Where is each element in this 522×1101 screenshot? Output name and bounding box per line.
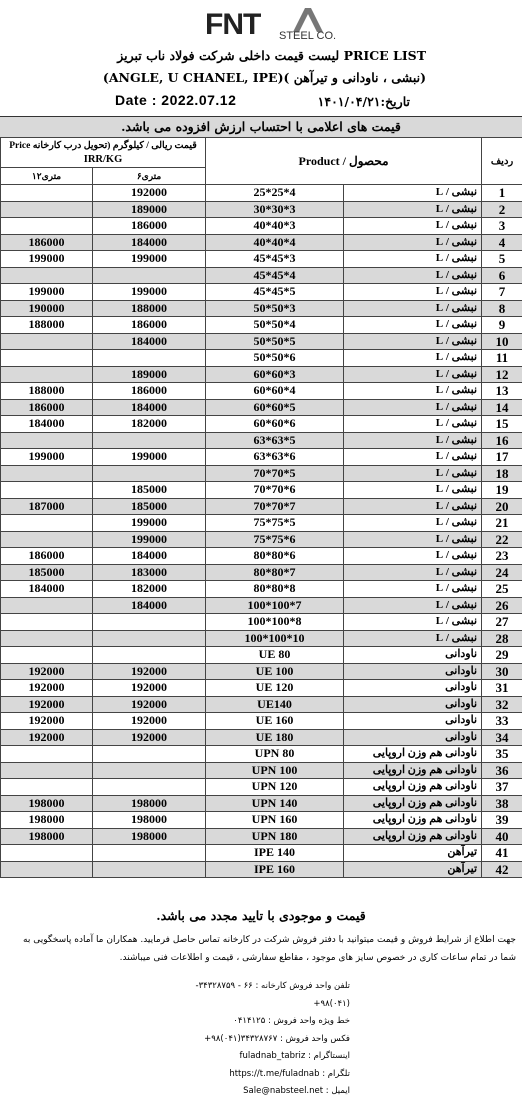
price-6m-cell: 192000 bbox=[93, 713, 206, 730]
row-number-cell: 14 bbox=[482, 399, 522, 416]
row-number-cell: 27 bbox=[482, 614, 522, 631]
table-row bbox=[1, 663, 522, 680]
product-name-cell: نبشی / L bbox=[344, 432, 482, 449]
row-number-cell: 13 bbox=[482, 383, 522, 400]
price-12m-cell: 188000 bbox=[1, 317, 93, 334]
sales-paragraph: جهت اطلاع از شرایط فروش و قیمت میتوانید با دفتر فروش شرکت در کارخانه تماس حاصل فرمایید. همکاران ما آماده پاسخگویی به شما در تمام ساعات کاری در خصوص سایز های موجود ، مقاطع سفارشی ، قیمت و اطلاعات فنی میباشند. bbox=[0, 931, 522, 967]
price-12m-cell bbox=[1, 647, 93, 664]
product-name-cell: نبشی / L bbox=[344, 482, 482, 499]
table-row bbox=[1, 515, 522, 532]
price-6m-cell bbox=[93, 746, 206, 763]
price-header-cell bbox=[1, 138, 206, 168]
table-row bbox=[1, 531, 522, 548]
price-12m-cell bbox=[1, 861, 93, 878]
price-12m-cell: 187000 bbox=[1, 498, 93, 515]
row-number-cell: 28 bbox=[482, 630, 522, 647]
price-6m-cell: 198000 bbox=[93, 795, 206, 812]
table-row bbox=[1, 680, 522, 697]
row-number-cell: 35 bbox=[482, 746, 522, 763]
table-row bbox=[1, 762, 522, 779]
row-number-cell: 38 bbox=[482, 795, 522, 812]
price-12m-cell: 190000 bbox=[1, 300, 93, 317]
size-cell: UPN 100 bbox=[206, 762, 344, 779]
factory-phone: تلفن واحد فروش کارخانه : ۶۶ - ۳۴۳۲۸۷۵۹-(۰۴۱)۹۸+ bbox=[170, 978, 350, 1013]
price-12m-cell bbox=[1, 779, 93, 796]
size-cell: 60*60*3 bbox=[206, 366, 344, 383]
price-12m-cell bbox=[1, 630, 93, 647]
price-12m-cell: 192000 bbox=[1, 663, 93, 680]
product-name-cell: نبشی / L bbox=[344, 614, 482, 631]
price-6m-cell: 183000 bbox=[93, 564, 206, 581]
row-number-cell: 20 bbox=[482, 498, 522, 515]
price-12m-cell bbox=[1, 201, 93, 218]
price-6m-cell: 189000 bbox=[93, 366, 206, 383]
size-cell: 30*30*3 bbox=[206, 201, 344, 218]
size-cell: 80*80*7 bbox=[206, 564, 344, 581]
price-12m-cell bbox=[1, 350, 93, 367]
price-12m-cell bbox=[1, 597, 93, 614]
row-number-cell: 40 bbox=[482, 828, 522, 845]
product-header: Product / محصول bbox=[206, 138, 482, 185]
price-12m-cell bbox=[1, 432, 93, 449]
size-cell: 45*45*5 bbox=[206, 284, 344, 301]
price-12m-cell bbox=[1, 366, 93, 383]
product-name-cell: نبشی / L bbox=[344, 515, 482, 532]
size-cell: 63*63*6 bbox=[206, 449, 344, 466]
table-row bbox=[1, 845, 522, 862]
table-row bbox=[1, 449, 522, 466]
price-6m-cell: 199000 bbox=[93, 251, 206, 268]
price-12m-cell: 198000 bbox=[1, 828, 93, 845]
row-number-cell: 3 bbox=[482, 218, 522, 235]
row-number-cell: 37 bbox=[482, 779, 522, 796]
table-row bbox=[1, 564, 522, 581]
row-number-cell: 30 bbox=[482, 663, 522, 680]
size-cell: 50*50*5 bbox=[206, 333, 344, 350]
table-row bbox=[1, 300, 522, 317]
table-row bbox=[1, 251, 522, 268]
company-logo bbox=[205, 6, 345, 46]
row-number-cell: 18 bbox=[482, 465, 522, 482]
price-6m-cell: 186000 bbox=[93, 383, 206, 400]
product-name-cell: ناودانی bbox=[344, 647, 482, 664]
price-12m-cell: 185000 bbox=[1, 564, 93, 581]
row-number-cell: 4 bbox=[482, 234, 522, 251]
row-number-cell: 32 bbox=[482, 696, 522, 713]
table-row bbox=[1, 614, 522, 631]
product-name-cell: ناودانی هم وزن اروپایی bbox=[344, 795, 482, 812]
row-number-cell: 11 bbox=[482, 350, 522, 367]
size-cell: 50*50*4 bbox=[206, 317, 344, 334]
product-name-cell: ناودانی bbox=[344, 696, 482, 713]
date-persian: تاریخ:۱۴۰۱/۰۴/۲۱ bbox=[318, 94, 410, 109]
product-name-cell: نبشی / L bbox=[344, 449, 482, 466]
logo-subtitle: STEEL CO. bbox=[279, 30, 336, 42]
price-12m-cell: 184000 bbox=[1, 416, 93, 433]
price-12m-cell: 186000 bbox=[1, 399, 93, 416]
price-6m-cell bbox=[93, 465, 206, 482]
price-6m-cell: 184000 bbox=[93, 399, 206, 416]
price-12m-cell: 184000 bbox=[1, 581, 93, 598]
contact-list bbox=[170, 978, 350, 1101]
size-cell: 70*70*7 bbox=[206, 498, 344, 515]
price-6m-cell: 182000 bbox=[93, 416, 206, 433]
product-name-cell: نبشی / L bbox=[344, 498, 482, 515]
price-6m-cell: 184000 bbox=[93, 234, 206, 251]
table-row bbox=[1, 317, 522, 334]
row-number-cell: 29 bbox=[482, 647, 522, 664]
product-name-cell: نبشی / L bbox=[344, 284, 482, 301]
size-cell: 45*45*4 bbox=[206, 267, 344, 284]
table-row bbox=[1, 597, 522, 614]
len6-header: ۶متری bbox=[93, 168, 206, 185]
product-name-cell: نبشی / L bbox=[344, 564, 482, 581]
price-12m-cell: 192000 bbox=[1, 680, 93, 697]
size-cell: 100*100*10 bbox=[206, 630, 344, 647]
product-name-cell: نبشی / L bbox=[344, 416, 482, 433]
size-cell: UE 80 bbox=[206, 647, 344, 664]
product-name-cell: نبشی / L bbox=[344, 630, 482, 647]
price-12m-cell: 188000 bbox=[1, 383, 93, 400]
table-row bbox=[1, 779, 522, 796]
price-6m-cell: 186000 bbox=[93, 317, 206, 334]
row-number-cell: 2 bbox=[482, 201, 522, 218]
row-number-cell: 22 bbox=[482, 531, 522, 548]
price-6m-cell bbox=[93, 845, 206, 862]
product-name-cell: نبشی / L bbox=[344, 185, 482, 202]
table-row bbox=[1, 267, 522, 284]
table-row bbox=[1, 713, 522, 730]
price-6m-cell bbox=[93, 614, 206, 631]
row-number-cell: 17 bbox=[482, 449, 522, 466]
product-name-cell: نبشی / L bbox=[344, 383, 482, 400]
price-6m-cell: 188000 bbox=[93, 300, 206, 317]
table-row bbox=[1, 581, 522, 598]
size-cell: UPN 140 bbox=[206, 795, 344, 812]
size-cell: 60*60*6 bbox=[206, 416, 344, 433]
size-cell: 60*60*4 bbox=[206, 383, 344, 400]
size-cell: 80*80*8 bbox=[206, 581, 344, 598]
table-row bbox=[1, 366, 522, 383]
price-12m-cell: 186000 bbox=[1, 234, 93, 251]
table-row bbox=[1, 185, 522, 202]
product-name-cell: تیرآهن bbox=[344, 845, 482, 862]
row-number-cell: 36 bbox=[482, 762, 522, 779]
product-name-cell: ناودانی هم وزن اروپایی bbox=[344, 812, 482, 829]
price-6m-cell bbox=[93, 647, 206, 664]
row-number-cell: 23 bbox=[482, 548, 522, 565]
row-number-cell: 34 bbox=[482, 729, 522, 746]
price-12m-cell: 198000 bbox=[1, 812, 93, 829]
product-name-cell: ناودانی bbox=[344, 729, 482, 746]
product-name-cell: نبشی / L bbox=[344, 234, 482, 251]
size-cell: 45*45*3 bbox=[206, 251, 344, 268]
product-name-cell: نبشی / L bbox=[344, 317, 482, 334]
price-6m-cell: 185000 bbox=[93, 498, 206, 515]
table-row bbox=[1, 812, 522, 829]
table-row bbox=[1, 795, 522, 812]
size-cell: 80*80*6 bbox=[206, 548, 344, 565]
price-12m-cell: 198000 bbox=[1, 795, 93, 812]
size-cell: 40*40*3 bbox=[206, 218, 344, 235]
row-number-cell: 33 bbox=[482, 713, 522, 730]
price-6m-cell: 184000 bbox=[93, 548, 206, 565]
price-6m-cell: 185000 bbox=[93, 482, 206, 499]
price-12m-cell: 192000 bbox=[1, 729, 93, 746]
size-cell: UE 100 bbox=[206, 663, 344, 680]
table-row bbox=[1, 333, 522, 350]
price-6m-cell bbox=[93, 762, 206, 779]
size-cell: UE 160 bbox=[206, 713, 344, 730]
table-row bbox=[1, 201, 522, 218]
product-name-cell: نبشی / L bbox=[344, 201, 482, 218]
price-6m-cell bbox=[93, 267, 206, 284]
row-number-cell: 25 bbox=[482, 581, 522, 598]
price-12m-cell bbox=[1, 482, 93, 499]
row-number-cell: 1 bbox=[482, 185, 522, 202]
vat-notice: قیمت های اعلامی با احتساب ارزش افزوده می باشد. bbox=[0, 116, 522, 138]
price-6m-cell: 198000 bbox=[93, 828, 206, 845]
product-name-cell: ناودانی bbox=[344, 713, 482, 730]
size-cell: 50*50*3 bbox=[206, 300, 344, 317]
product-name-cell: نبشی / L bbox=[344, 548, 482, 565]
row-number-cell: 7 bbox=[482, 284, 522, 301]
price-6m-cell: 192000 bbox=[93, 729, 206, 746]
table-row bbox=[1, 432, 522, 449]
size-cell: 75*75*6 bbox=[206, 531, 344, 548]
table-row bbox=[1, 696, 522, 713]
logo-brand: FNT bbox=[205, 8, 260, 42]
telegram-link[interactable]: تلگرام : https://t.me/fuladnab bbox=[170, 1066, 350, 1084]
table-row bbox=[1, 498, 522, 515]
product-name-cell: نبشی / L bbox=[344, 366, 482, 383]
price-6m-cell: 186000 bbox=[93, 218, 206, 235]
price-6m-cell: 199000 bbox=[93, 531, 206, 548]
price-12m-cell: 192000 bbox=[1, 696, 93, 713]
product-name-cell: ناودانی هم وزن اروپایی bbox=[344, 746, 482, 763]
size-cell: 100*100*8 bbox=[206, 614, 344, 631]
size-cell: UPN 120 bbox=[206, 779, 344, 796]
product-name-cell: تیرآهن bbox=[344, 861, 482, 878]
price-6m-cell: 199000 bbox=[93, 515, 206, 532]
price-12m-cell: 192000 bbox=[1, 713, 93, 730]
product-name-cell: نبشی / L bbox=[344, 300, 482, 317]
size-cell: 100*100*7 bbox=[206, 597, 344, 614]
price-12m-cell bbox=[1, 614, 93, 631]
price-6m-cell: 192000 bbox=[93, 680, 206, 697]
sales-hotline: خط ویژه واحد فروش : ۰۴۱۴۱۲۵ bbox=[170, 1013, 350, 1031]
price-6m-cell bbox=[93, 432, 206, 449]
row-number-cell: 21 bbox=[482, 515, 522, 532]
page-title: لیست قیمت داخلی شرکت فولاد ناب تبریز PRICE LIST bbox=[117, 48, 426, 63]
price-12m-cell bbox=[1, 333, 93, 350]
product-name-cell: نبشی / L bbox=[344, 333, 482, 350]
price-12m-cell bbox=[1, 746, 93, 763]
row-number-cell: 9 bbox=[482, 317, 522, 334]
price-12m-cell bbox=[1, 218, 93, 235]
row-header: ردیف bbox=[482, 138, 522, 185]
row-number-cell: 42 bbox=[482, 861, 522, 878]
price-6m-cell: 198000 bbox=[93, 812, 206, 829]
table-row bbox=[1, 218, 522, 235]
product-name-cell: نبشی / L bbox=[344, 399, 482, 416]
price-12m-cell bbox=[1, 762, 93, 779]
size-cell: IPE 160 bbox=[206, 861, 344, 878]
table-row bbox=[1, 399, 522, 416]
table-row bbox=[1, 746, 522, 763]
stock-note: قیمت و موجودی با تایید مجدد می باشد. bbox=[0, 908, 522, 923]
price-6m-cell: 199000 bbox=[93, 284, 206, 301]
table-row bbox=[1, 284, 522, 301]
row-number-cell: 41 bbox=[482, 845, 522, 862]
row-number-cell: 10 bbox=[482, 333, 522, 350]
product-name-cell: نبشی / L bbox=[344, 581, 482, 598]
price-6m-cell: 184000 bbox=[93, 333, 206, 350]
sales-fax: فکس واحد فروش : ۳۴۳۲۸۷۶۷(۰۴۱)۹۸+ bbox=[170, 1031, 350, 1049]
size-cell: 25*25*4 bbox=[206, 185, 344, 202]
row-number-cell: 16 bbox=[482, 432, 522, 449]
price-12m-cell bbox=[1, 845, 93, 862]
price-12m-cell bbox=[1, 465, 93, 482]
row-number-cell: 31 bbox=[482, 680, 522, 697]
row-number-cell: 8 bbox=[482, 300, 522, 317]
size-cell: UPN 80 bbox=[206, 746, 344, 763]
product-name-cell: نبشی / L bbox=[344, 597, 482, 614]
table-row bbox=[1, 828, 522, 845]
price-table bbox=[0, 137, 522, 878]
table-row bbox=[1, 647, 522, 664]
row-number-cell: 12 bbox=[482, 366, 522, 383]
price-6m-cell: 189000 bbox=[93, 201, 206, 218]
size-cell: UPN 160 bbox=[206, 812, 344, 829]
table-row bbox=[1, 234, 522, 251]
price-12m-cell: 199000 bbox=[1, 284, 93, 301]
product-name-cell: نبشی / L bbox=[344, 531, 482, 548]
price-12m-cell bbox=[1, 531, 93, 548]
product-name-cell: ناودانی bbox=[344, 663, 482, 680]
size-cell: 70*70*5 bbox=[206, 465, 344, 482]
row-number-cell: 39 bbox=[482, 812, 522, 829]
price-6m-cell: 182000 bbox=[93, 581, 206, 598]
product-name-cell: نبشی / L bbox=[344, 350, 482, 367]
table-header-row bbox=[1, 138, 522, 168]
date-gregorian: Date : 2022.07.12 bbox=[115, 92, 236, 108]
size-cell: 63*63*5 bbox=[206, 432, 344, 449]
product-name-cell: ناودانی bbox=[344, 680, 482, 697]
size-cell: 60*60*5 bbox=[206, 399, 344, 416]
email-link[interactable]: ایمیل : Sale@nabsteel.net bbox=[170, 1083, 350, 1101]
row-number-cell: 19 bbox=[482, 482, 522, 499]
product-name-cell: ناودانی هم وزن اروپایی bbox=[344, 828, 482, 845]
header bbox=[0, 0, 522, 118]
table-row bbox=[1, 548, 522, 565]
size-cell: 70*70*6 bbox=[206, 482, 344, 499]
size-cell: UE140 bbox=[206, 696, 344, 713]
table-row bbox=[1, 482, 522, 499]
footer bbox=[0, 904, 522, 967]
price-6m-cell bbox=[93, 861, 206, 878]
price-6m-cell bbox=[93, 350, 206, 367]
product-name-cell: نبشی / L bbox=[344, 218, 482, 235]
product-name-cell: ناودانی هم وزن اروپایی bbox=[344, 762, 482, 779]
table-row bbox=[1, 630, 522, 647]
size-cell: 50*50*6 bbox=[206, 350, 344, 367]
page-subtitle: (ANGLE, U CHANEL, IPE)( نبشی ، ناودانی و تیرآهن) bbox=[103, 70, 426, 85]
size-cell: UE 120 bbox=[206, 680, 344, 697]
price-6m-cell bbox=[93, 779, 206, 796]
logo-mark-icon bbox=[287, 6, 327, 32]
row-number-cell: 24 bbox=[482, 564, 522, 581]
product-name-cell: نبشی / L bbox=[344, 465, 482, 482]
row-number-cell: 6 bbox=[482, 267, 522, 284]
row-number-cell: 26 bbox=[482, 597, 522, 614]
size-cell: 75*75*5 bbox=[206, 515, 344, 532]
product-name-cell: نبشی / L bbox=[344, 267, 482, 284]
price-6m-cell: 192000 bbox=[93, 185, 206, 202]
price-12m-cell bbox=[1, 267, 93, 284]
price-6m-cell: 192000 bbox=[93, 663, 206, 680]
price-6m-cell: 199000 bbox=[93, 449, 206, 466]
product-name-cell: نبشی / L bbox=[344, 251, 482, 268]
unit-header: IRR/KG bbox=[1, 153, 205, 166]
size-cell: 40*40*4 bbox=[206, 234, 344, 251]
len12-header: ۱۲متری bbox=[1, 168, 93, 185]
price-6m-cell bbox=[93, 630, 206, 647]
row-number-cell: 15 bbox=[482, 416, 522, 433]
table-row bbox=[1, 729, 522, 746]
row-number-cell: 5 bbox=[482, 251, 522, 268]
price-12m-cell bbox=[1, 515, 93, 532]
price-12m-cell: 186000 bbox=[1, 548, 93, 565]
size-cell: IPE 140 bbox=[206, 845, 344, 862]
table-row bbox=[1, 416, 522, 433]
table-row bbox=[1, 383, 522, 400]
table-row bbox=[1, 350, 522, 367]
table-row bbox=[1, 465, 522, 482]
price-6m-cell: 184000 bbox=[93, 597, 206, 614]
table-row bbox=[1, 861, 522, 878]
price-header: قیمت ریالی / کیلوگرم (تحویل درب کارخانه Price bbox=[1, 140, 205, 153]
product-name-cell: ناودانی هم وزن اروپایی bbox=[344, 779, 482, 796]
price-6m-cell: 192000 bbox=[93, 696, 206, 713]
price-12m-cell: 199000 bbox=[1, 251, 93, 268]
instagram-link[interactable]: اینستاگرام : fuladnab_tabriz bbox=[170, 1048, 350, 1066]
size-cell: UE 180 bbox=[206, 729, 344, 746]
size-cell: UPN 180 bbox=[206, 828, 344, 845]
price-12m-cell: 199000 bbox=[1, 449, 93, 466]
price-12m-cell bbox=[1, 185, 93, 202]
